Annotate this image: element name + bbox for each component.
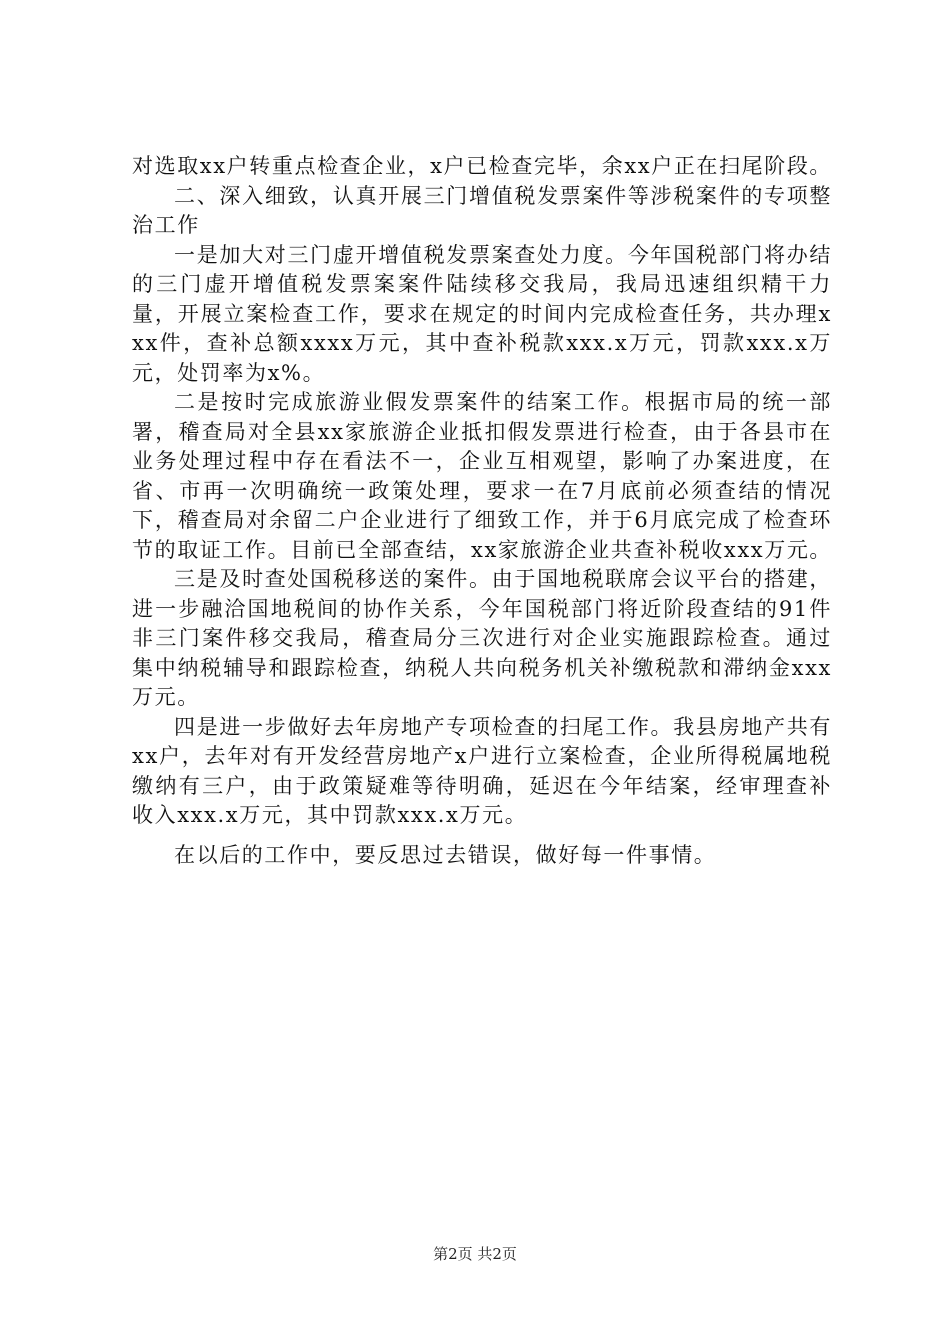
document-body bbox=[132, 152, 832, 870]
paragraph-item-1: 一是加大对三门虚开增值税发票案查处力度。今年国税部门将办结的三门虚开增值税发票案案件陆续移交我局，我局迅速组织精干力量，开展立案检查工作，要求在规定的时间内完成检查任务，共办理xxx件，查补总额xxxx万元，其中查补税款xxx.x万元，罚款xxx.x万元，处罚率为x%。 bbox=[132, 242, 832, 385]
closing-paragraph: 在以后的工作中，要反思过去错误，做好每一件事情。 bbox=[174, 842, 717, 867]
section-heading: 二、深入细致，认真开展三门增值税发票案件等涉税案件的专项整治工作 bbox=[132, 183, 832, 237]
paragraph-item-2: 二是按时完成旅游业假发票案件的结案工作。根据市局的统一部署，稽查局对全县xx家旅游企业抵扣假发票进行检查，由于各县市在业务处理过程中存在看法不一，企业互相观望，影响了办案进度，在省、市再一次明确统一政策处理，要求一在7月底前必须查结的情况下，稽查局对余留二户企业进行了细致工作，并于6月底完成了检查环节的取证工作。目前已全部查结，xx家旅游企业共查补税收xxx万元。 bbox=[132, 390, 833, 562]
paragraph-item-3: 三是及时查处国税移送的案件。由于国地税联席会议平台的搭建，进一步融洽国地税间的协作关系，今年国税部门将近阶段查结的91件非三门案件移交我局，稽查局分三次进行对企业实施跟踪检查。通过集中纳税辅导和跟踪检查，纳税人共向税务机关补缴税款和滞纳金xxx万元。 bbox=[132, 567, 832, 709]
paragraph-item-4: 四是进一步做好去年房地产专项检查的扫尾工作。我县房地产共有xx户，去年对有开发经营房地产x户进行立案检查，企业所得税属地税缴纳有三户，由于政策疑难等待明确，延迟在今年结案，经审理查补收入xxx.x万元，其中罚款xxx.x万元。 bbox=[132, 714, 832, 827]
page-footer: 第2页 共2页 bbox=[433, 1245, 517, 1263]
paragraph-continuation: 对选取xx户转重点检查企业，x户已检查完毕，余xx户正在扫尾阶段。 bbox=[132, 154, 833, 178]
